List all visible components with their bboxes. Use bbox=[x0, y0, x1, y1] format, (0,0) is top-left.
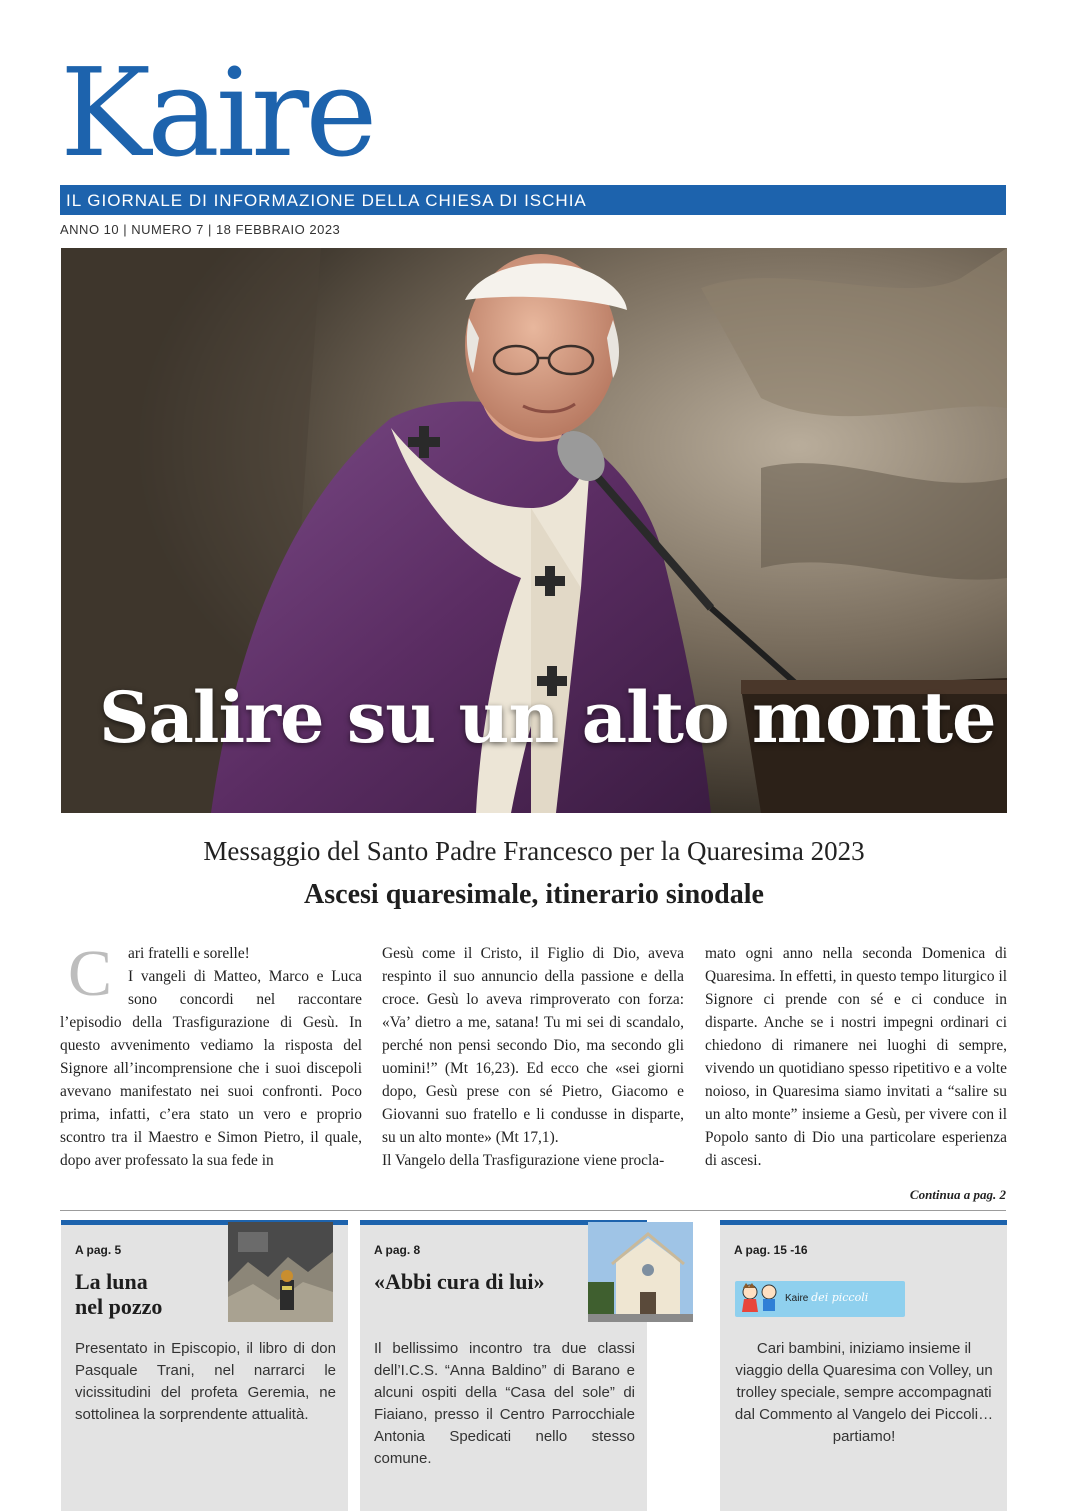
church-photo bbox=[588, 1222, 693, 1322]
children-icon bbox=[737, 1281, 783, 1317]
article-column-2 bbox=[382, 942, 684, 1172]
teaser-title: «Abbi cura di lui» bbox=[374, 1269, 545, 1294]
hero-photo bbox=[61, 248, 1007, 813]
lead-subheadline: Ascesi quaresimale, itinerario sinodale bbox=[304, 879, 764, 910]
logo-text: Kaire dei piccoli bbox=[785, 1291, 869, 1304]
drop-cap: C bbox=[68, 937, 113, 1010]
rubble-photo bbox=[228, 1222, 333, 1322]
lead-subtitle: Messaggio del Santo Padre Francesco per la Quaresima 2023 bbox=[203, 836, 865, 866]
article-paragraph: Gesù come il Cristo, il Figlio di Dio, aveva respinto il suo annuncio della passione e della croce. Gesù lo aveva rimproverato con forza: «Va’ dietro a me, satana! Tu mi sei di scandalo, perché non pensi secondo Dio, ma secondo gli uomini!” (Mt 16,23). Ed ecco che «sei giorni dopo, Gesù prese con sé Pietro, Giacomo e Giovanni suo fratello e li condusse in disparte, su un alto monte» (Mt 17,1). bbox=[382, 945, 684, 1146]
teaser-box-luna[interactable] bbox=[61, 1220, 348, 1511]
teaser-text: Il bellissimo incontro tra due classi dell’I.C.S. “Anna Baldino” di Barano e alcuni ospiti della “Casa del sole” di Fiaiano, presso il Centro Parrocchiale Antonia Spedicati nello stesso comune. bbox=[374, 1340, 635, 1467]
article-paragraph: Il Vangelo della Trasfigurazione viene procla- bbox=[382, 1152, 665, 1169]
page-ref: A pag. 5 bbox=[75, 1243, 122, 1257]
teaser-thumbnail-rubble bbox=[228, 1222, 333, 1322]
section-divider bbox=[60, 1210, 1006, 1211]
article-paragraph: I vangeli di Matteo, Marco e Luca sono concordi nel raccontare l’episodio della Trasfigurazione di Gesù. In questo avvenimento vediamo la risposta del Signore all’incomprensione che i suoi discepoli avevano manifestato nei suoi confronti. Poco prima, infatti, c’era stato un vero e proprio scontro tra il Maestro e Simon Pietro, il quale, dopo aver professato la sua fede in bbox=[60, 968, 362, 1169]
masthead-bar bbox=[60, 185, 1006, 215]
masthead-tagline: IL GIORNALE DI INFORMAZIONE DELLA CHIESA DI ISCHIA bbox=[66, 191, 587, 210]
continua-link[interactable]: Continua a pag. 2 bbox=[909, 1187, 1006, 1202]
issue-line: ANNO 10 | NUMERO 7 | 18 FEBBRAIO 2023 bbox=[60, 222, 341, 237]
teaser-text: Cari bambini, iniziamo insieme il viaggio della Quaresima con Volley, un trolley speciale, sempre accompagnati dal Commento al Vangelo dei Piccoli… partiamo! bbox=[734, 1340, 994, 1445]
kaire-dei-piccoli-logo bbox=[735, 1281, 905, 1317]
teaser-title: La luna nel pozzo bbox=[75, 1269, 163, 1319]
article-column-3 bbox=[705, 942, 1007, 1172]
page-ref: A pag. 15 -16 bbox=[734, 1243, 808, 1257]
teaser-box-kaire-piccoli[interactable] bbox=[720, 1220, 1007, 1511]
teaser-box-abbi-cura[interactable] bbox=[360, 1220, 647, 1511]
article-paragraph: mato ogni anno nella seconda Domenica di Quaresima. In effetti, in questo tempo liturgico il Signore ci prende con sé e ci conduce in disparte. Anche se i nostri impegni ordinari ci chiedono di rimanere nei luoghi di sempre, vivendo un quotidiano spesso ripetitivo e a volte noioso, in Quaresima siamo invitati a “salire su un alto monte” insieme a Gesù, per vivere con il Popolo santo di Dio una particolare esperienza di ascesi. bbox=[705, 945, 1007, 1169]
teaser-thumbnail-church bbox=[588, 1222, 693, 1322]
masthead-title: Kaire bbox=[60, 42, 374, 184]
article-column-1 bbox=[60, 937, 362, 1172]
page-ref: A pag. 8 bbox=[374, 1243, 421, 1257]
teaser-text: Presentato in Episcopio, il libro di don Pasquale Trani, nel narrarci le vicissitudini del profeta Geremia, ne sottolinea la sorprendente attualità. bbox=[75, 1340, 336, 1423]
article-opening: ari fratelli e sorelle! bbox=[128, 945, 250, 962]
hero-headline: Salire su un alto monte bbox=[99, 676, 996, 759]
